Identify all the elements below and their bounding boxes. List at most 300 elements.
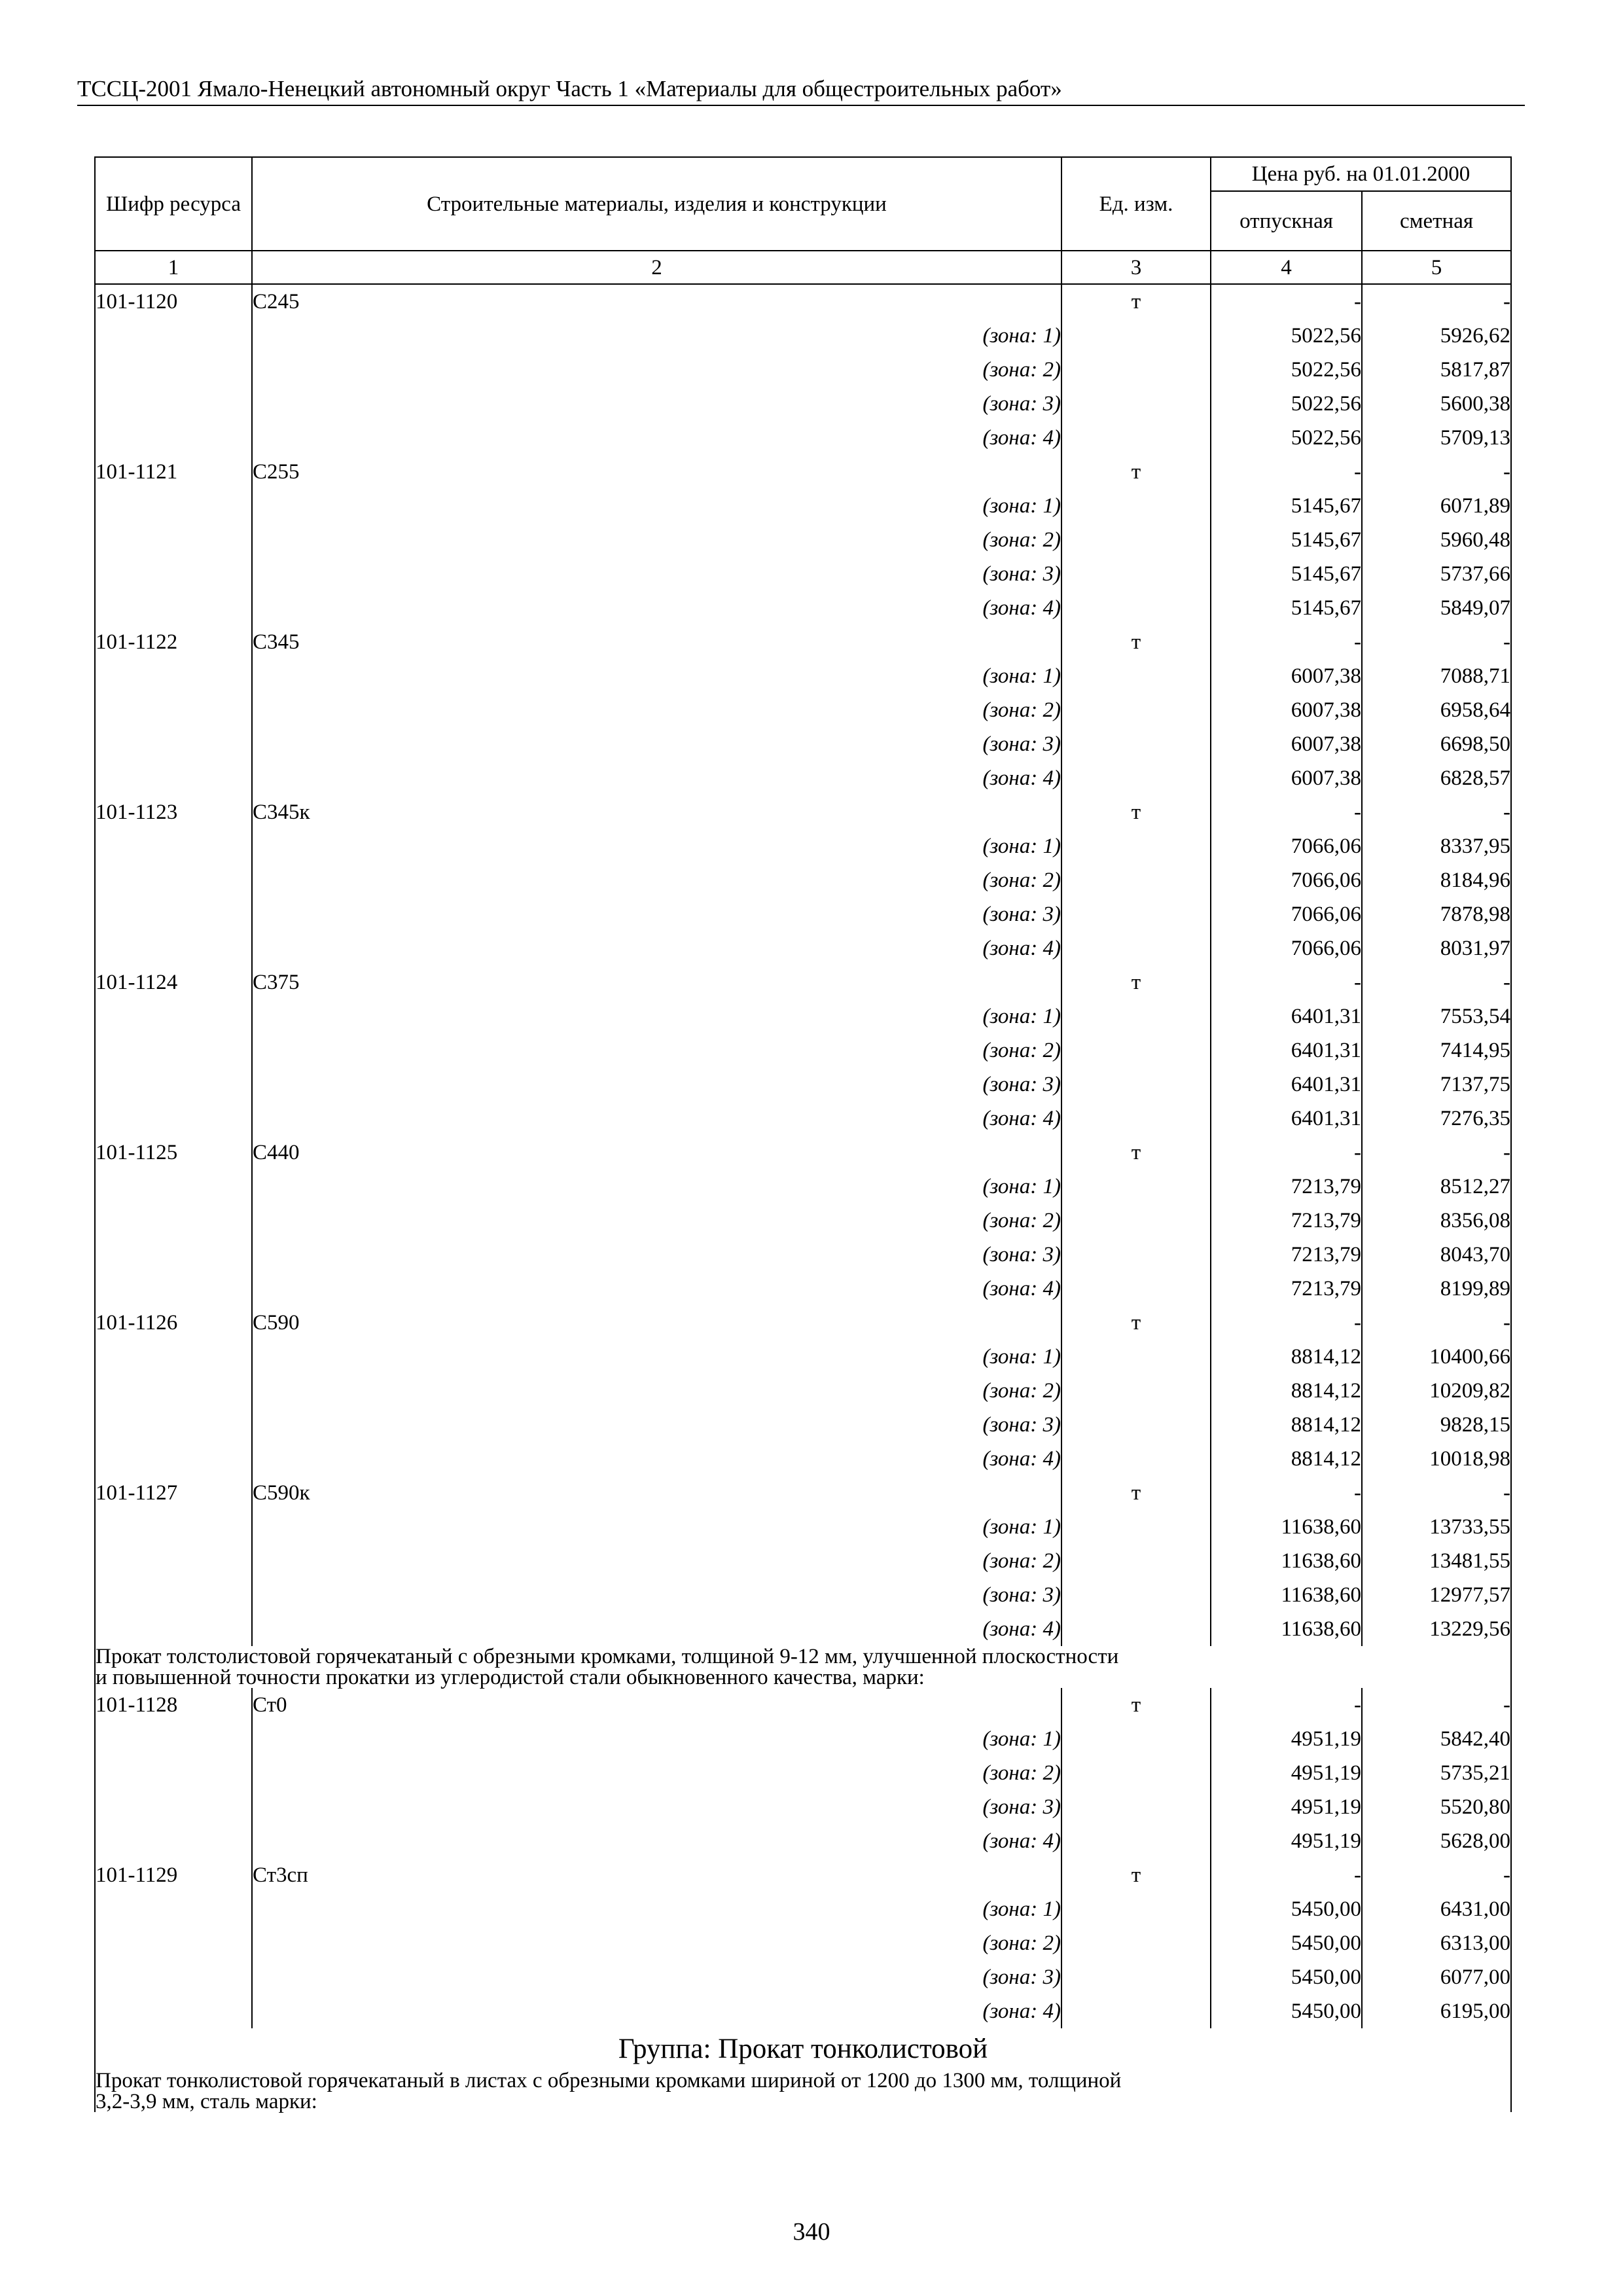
zone-release-price: 7213,79: [1211, 1238, 1362, 1272]
empty-code-cell: [95, 1960, 252, 1994]
empty-code-cell: [95, 727, 252, 761]
zone-release-price: 7213,79: [1211, 1170, 1362, 1204]
zone-row: [95, 1926, 1511, 1960]
empty-unit-cell: [1061, 1204, 1211, 1238]
zone-release-price: 5022,56: [1211, 353, 1362, 387]
zone-release-price: 5022,56: [1211, 319, 1362, 353]
zone-estimate-price: 5600,38: [1362, 387, 1511, 421]
zone-release-price: 8814,12: [1211, 1408, 1362, 1442]
column-number: 2: [252, 251, 1061, 284]
description-line: Прокат толстолистовой горячекатаный с обрезными кромками, толщиной 9-12 мм, улучшенной плоскостности: [96, 1645, 1119, 1668]
zone-row: [95, 1408, 1511, 1442]
unit-cell: т: [1061, 284, 1211, 319]
column-number: 4: [1211, 251, 1362, 284]
zone-estimate-price: 8512,27: [1362, 1170, 1511, 1204]
zone-estimate-price: 10400,66: [1362, 1340, 1511, 1374]
empty-code-cell: [95, 1824, 252, 1858]
zone-row: [95, 1033, 1511, 1067]
zone-estimate-price: 6077,00: [1362, 1960, 1511, 1994]
estimate-price: -: [1362, 284, 1511, 319]
zone-estimate-price: 13481,55: [1362, 1544, 1511, 1578]
empty-unit-cell: [1061, 1994, 1211, 2028]
zone-estimate-price: 6958,64: [1362, 693, 1511, 727]
zone-label: (зона: 1): [252, 1892, 1061, 1926]
unit-cell: т: [1061, 455, 1211, 489]
zone-release-price: 7213,79: [1211, 1204, 1362, 1238]
unit-cell: т: [1061, 965, 1211, 999]
description-line: Прокат тонколистовой горячекатаный в листах с обрезными кромками шириной от 1200 до 1300 мм, толщиной: [96, 2069, 1122, 2092]
empty-unit-cell: [1061, 387, 1211, 421]
zone-estimate-price: 5842,40: [1362, 1722, 1511, 1756]
release-price: -: [1211, 965, 1362, 999]
zone-estimate-price: 6431,00: [1362, 1892, 1511, 1926]
zone-label: (зона: 2): [252, 523, 1061, 557]
empty-unit-cell: [1061, 1033, 1211, 1067]
empty-unit-cell: [1061, 1272, 1211, 1306]
zone-row: [95, 387, 1511, 421]
zone-estimate-price: 5709,13: [1362, 421, 1511, 455]
release-price: -: [1211, 1136, 1362, 1170]
empty-code-cell: [95, 1408, 252, 1442]
empty-unit-cell: [1061, 1722, 1211, 1756]
release-price: -: [1211, 455, 1362, 489]
zone-estimate-price: 8184,96: [1362, 863, 1511, 897]
zone-row: [95, 1892, 1511, 1926]
empty-unit-cell: [1061, 319, 1211, 353]
zone-estimate-price: 6313,00: [1362, 1926, 1511, 1960]
zone-estimate-price: 10018,98: [1362, 1442, 1511, 1476]
zone-release-price: 11638,60: [1211, 1578, 1362, 1612]
zone-release-price: 5145,67: [1211, 557, 1362, 591]
material-name: Ст0: [252, 1688, 1061, 1722]
empty-code-cell: [95, 1722, 252, 1756]
resource-code: 101-1126: [95, 1306, 252, 1340]
zone-row: [95, 1722, 1511, 1756]
zone-estimate-price: 7414,95: [1362, 1033, 1511, 1067]
zone-row: [95, 1238, 1511, 1272]
empty-code-cell: [95, 387, 252, 421]
column-number: 5: [1362, 251, 1511, 284]
zone-label: (зона: 1): [252, 319, 1061, 353]
zone-label: (зона: 2): [252, 863, 1061, 897]
empty-unit-cell: [1061, 1102, 1211, 1136]
zone-row: [95, 353, 1511, 387]
estimate-price: -: [1362, 1476, 1511, 1510]
zone-row: [95, 1102, 1511, 1136]
description-line: 3,2-3,9 мм, сталь марки:: [96, 2090, 317, 2113]
zone-estimate-price: 10209,82: [1362, 1374, 1511, 1408]
zone-row: [95, 1272, 1511, 1306]
empty-unit-cell: [1061, 1442, 1211, 1476]
empty-unit-cell: [1061, 693, 1211, 727]
estimate-price: -: [1362, 455, 1511, 489]
zone-row: [95, 1374, 1511, 1408]
zone-estimate-price: 6071,89: [1362, 489, 1511, 523]
unit-cell: т: [1061, 625, 1211, 659]
unit-cell: т: [1061, 1858, 1211, 1892]
empty-unit-cell: [1061, 1374, 1211, 1408]
release-price: -: [1211, 284, 1362, 319]
zone-label: (зона: 1): [252, 1340, 1061, 1374]
empty-code-cell: [95, 1238, 252, 1272]
table-row: [95, 1688, 1511, 1722]
release-price: -: [1211, 625, 1362, 659]
zone-estimate-price: 7137,75: [1362, 1067, 1511, 1102]
zone-release-price: 6007,38: [1211, 727, 1362, 761]
empty-code-cell: [95, 1544, 252, 1578]
zone-release-price: 6007,38: [1211, 659, 1362, 693]
zone-row: [95, 1340, 1511, 1374]
zone-release-price: 6007,38: [1211, 693, 1362, 727]
zone-row: [95, 489, 1511, 523]
empty-code-cell: [95, 1994, 252, 2028]
empty-code-cell: [95, 1612, 252, 1646]
zone-label: (зона: 1): [252, 999, 1061, 1033]
zone-label: (зона: 1): [252, 1510, 1061, 1544]
zone-estimate-price: 7878,98: [1362, 897, 1511, 931]
zone-estimate-price: 7276,35: [1362, 1102, 1511, 1136]
estimate-price: -: [1362, 795, 1511, 829]
zone-estimate-price: 8337,95: [1362, 829, 1511, 863]
empty-code-cell: [95, 1204, 252, 1238]
zone-release-price: 5450,00: [1211, 1994, 1362, 2028]
table-row: [95, 1858, 1511, 1892]
zone-estimate-price: 6195,00: [1362, 1994, 1511, 2028]
empty-unit-cell: [1061, 1408, 1211, 1442]
zone-estimate-price: 7088,71: [1362, 659, 1511, 693]
table-head: [95, 157, 1511, 284]
zone-release-price: 7066,06: [1211, 897, 1362, 931]
zone-release-price: 5022,56: [1211, 421, 1362, 455]
column-header-code: Шифр ресурса: [95, 157, 252, 251]
empty-code-cell: [95, 897, 252, 931]
empty-code-cell: [95, 1102, 252, 1136]
material-name: С245: [252, 284, 1061, 319]
empty-code-cell: [95, 421, 252, 455]
release-price: -: [1211, 1858, 1362, 1892]
estimate-price: -: [1362, 1306, 1511, 1340]
release-price: -: [1211, 1306, 1362, 1340]
material-name: С255: [252, 455, 1061, 489]
zone-estimate-price: 7553,54: [1362, 999, 1511, 1033]
table-row: [95, 455, 1511, 489]
empty-unit-cell: [1061, 557, 1211, 591]
empty-unit-cell: [1061, 829, 1211, 863]
zone-release-price: 6401,31: [1211, 999, 1362, 1033]
empty-code-cell: [95, 489, 252, 523]
empty-code-cell: [95, 693, 252, 727]
zone-estimate-price: 5926,62: [1362, 319, 1511, 353]
table-row: [95, 284, 1511, 319]
zone-label: (зона: 1): [252, 489, 1061, 523]
zone-row: [95, 1824, 1511, 1858]
zone-label: (зона: 3): [252, 1238, 1061, 1272]
resource-code: 101-1123: [95, 795, 252, 829]
zone-label: (зона: 4): [252, 1442, 1061, 1476]
zone-row: [95, 863, 1511, 897]
zone-row: [95, 591, 1511, 625]
zone-label: (зона: 2): [252, 693, 1061, 727]
material-name: Ст3сп: [252, 1858, 1061, 1892]
zone-release-price: 5022,56: [1211, 387, 1362, 421]
release-price: -: [1211, 1688, 1362, 1722]
unit-cell: т: [1061, 1476, 1211, 1510]
empty-code-cell: [95, 1272, 252, 1306]
table-row: [95, 965, 1511, 999]
empty-code-cell: [95, 523, 252, 557]
zone-row: [95, 319, 1511, 353]
zone-label: (зона: 3): [252, 1067, 1061, 1102]
zone-label: (зона: 4): [252, 1102, 1061, 1136]
zone-row: [95, 761, 1511, 795]
empty-code-cell: [95, 931, 252, 965]
unit-cell: т: [1061, 1306, 1211, 1340]
resource-code: 101-1121: [95, 455, 252, 489]
page-header: ТССЦ-2001 Ямало-Ненецкий автономный округ Часть 1 «Материалы для общестроительных работ»: [77, 76, 1062, 101]
empty-code-cell: [95, 863, 252, 897]
empty-unit-cell: [1061, 1926, 1211, 1960]
column-number: 1: [95, 251, 252, 284]
zone-row: [95, 523, 1511, 557]
empty-code-cell: [95, 319, 252, 353]
resource-code: 101-1122: [95, 625, 252, 659]
zone-row: [95, 1544, 1511, 1578]
empty-code-cell: [95, 1033, 252, 1067]
zone-label: (зона: 1): [252, 829, 1061, 863]
zone-estimate-price: 5735,21: [1362, 1756, 1511, 1790]
column-header-unit: Ед. изм.: [1061, 157, 1211, 251]
zone-release-price: 8814,12: [1211, 1374, 1362, 1408]
column-number: 3: [1061, 251, 1211, 284]
zone-label: (зона: 3): [252, 1960, 1061, 1994]
empty-unit-cell: [1061, 1790, 1211, 1824]
resource-code: 101-1120: [95, 284, 252, 319]
zone-label: (зона: 4): [252, 931, 1061, 965]
zone-release-price: 7066,06: [1211, 863, 1362, 897]
zone-label: (зона: 4): [252, 1824, 1061, 1858]
zone-release-price: 4951,19: [1211, 1722, 1362, 1756]
empty-code-cell: [95, 1790, 252, 1824]
empty-code-cell: [95, 1756, 252, 1790]
zone-row: [95, 999, 1511, 1033]
header-rule: [77, 105, 1525, 106]
zone-estimate-price: 8043,70: [1362, 1238, 1511, 1272]
zone-release-price: 5145,67: [1211, 489, 1362, 523]
zone-release-price: 4951,19: [1211, 1756, 1362, 1790]
zone-label: (зона: 4): [252, 421, 1061, 455]
zone-row: [95, 1756, 1511, 1790]
zone-estimate-price: 5817,87: [1362, 353, 1511, 387]
zone-row: [95, 1204, 1511, 1238]
zone-release-price: 11638,60: [1211, 1510, 1362, 1544]
table-body: [95, 284, 1511, 2112]
material-name: С345: [252, 625, 1061, 659]
material-name: С345к: [252, 795, 1061, 829]
resource-code: 101-1124: [95, 965, 252, 999]
zone-row: [95, 727, 1511, 761]
empty-unit-cell: [1061, 489, 1211, 523]
zone-estimate-price: 8199,89: [1362, 1272, 1511, 1306]
empty-unit-cell: [1061, 727, 1211, 761]
zone-release-price: 6401,31: [1211, 1033, 1362, 1067]
empty-code-cell: [95, 999, 252, 1033]
zone-row: [95, 1612, 1511, 1646]
zone-row: [95, 1442, 1511, 1476]
release-price: -: [1211, 795, 1362, 829]
zone-row: [95, 1994, 1511, 2028]
zone-label: (зона: 2): [252, 1033, 1061, 1067]
empty-unit-cell: [1061, 1067, 1211, 1102]
zone-label: (зона: 4): [252, 1612, 1061, 1646]
empty-unit-cell: [1061, 1578, 1211, 1612]
group-row: [95, 2028, 1511, 2070]
zone-row: [95, 931, 1511, 965]
empty-code-cell: [95, 1442, 252, 1476]
empty-unit-cell: [1061, 863, 1211, 897]
unit-cell: т: [1061, 1136, 1211, 1170]
empty-code-cell: [95, 1892, 252, 1926]
zone-label: (зона: 4): [252, 1994, 1061, 2028]
zone-row: [95, 693, 1511, 727]
zone-label: (зона: 3): [252, 727, 1061, 761]
empty-unit-cell: [1061, 1960, 1211, 1994]
empty-code-cell: [95, 829, 252, 863]
empty-unit-cell: [1061, 1544, 1211, 1578]
zone-row: [95, 1960, 1511, 1994]
empty-unit-cell: [1061, 1824, 1211, 1858]
zone-release-price: 11638,60: [1211, 1544, 1362, 1578]
empty-unit-cell: [1061, 1892, 1211, 1926]
empty-code-cell: [95, 761, 252, 795]
empty-unit-cell: [1061, 1612, 1211, 1646]
zone-release-price: 5145,67: [1211, 523, 1362, 557]
zone-label: (зона: 1): [252, 1722, 1061, 1756]
empty-unit-cell: [1061, 1170, 1211, 1204]
empty-unit-cell: [1061, 421, 1211, 455]
empty-code-cell: [95, 1510, 252, 1544]
zone-release-price: 6401,31: [1211, 1067, 1362, 1102]
column-header-name: Строительные материалы, изделия и конструкции: [252, 157, 1061, 251]
empty-code-cell: [95, 1926, 252, 1960]
estimate-price: -: [1362, 965, 1511, 999]
zone-label: (зона: 3): [252, 1408, 1061, 1442]
zone-row: [95, 829, 1511, 863]
column-header-price-group: Цена руб. на 01.01.2000: [1211, 157, 1511, 191]
zone-row: [95, 1170, 1511, 1204]
zone-release-price: 5145,67: [1211, 591, 1362, 625]
zone-estimate-price: 12977,57: [1362, 1578, 1511, 1612]
table-row: [95, 1306, 1511, 1340]
empty-unit-cell: [1061, 1510, 1211, 1544]
resource-code: 101-1125: [95, 1136, 252, 1170]
zone-row: [95, 897, 1511, 931]
zone-label: (зона: 1): [252, 659, 1061, 693]
zone-label: (зона: 2): [252, 1374, 1061, 1408]
zone-release-price: 6401,31: [1211, 1102, 1362, 1136]
zone-estimate-price: 13733,55: [1362, 1510, 1511, 1544]
description-row: [95, 1646, 1511, 1688]
empty-unit-cell: [1061, 591, 1211, 625]
empty-code-cell: [95, 591, 252, 625]
empty-unit-cell: [1061, 1340, 1211, 1374]
zone-release-price: 8814,12: [1211, 1442, 1362, 1476]
empty-unit-cell: [1061, 999, 1211, 1033]
page-number: 340: [793, 2218, 830, 2246]
empty-code-cell: [95, 659, 252, 693]
zone-release-price: 7066,06: [1211, 931, 1362, 965]
empty-code-cell: [95, 1170, 252, 1204]
table-row: [95, 625, 1511, 659]
price-table: [94, 156, 1512, 2112]
zone-estimate-price: 5849,07: [1362, 591, 1511, 625]
empty-code-cell: [95, 557, 252, 591]
zone-estimate-price: 6698,50: [1362, 727, 1511, 761]
unit-cell: т: [1061, 795, 1211, 829]
material-name: С590: [252, 1306, 1061, 1340]
zone-label: (зона: 2): [252, 353, 1061, 387]
zone-row: [95, 1790, 1511, 1824]
zone-release-price: 4951,19: [1211, 1824, 1362, 1858]
empty-unit-cell: [1061, 897, 1211, 931]
table-row: [95, 1136, 1511, 1170]
zone-estimate-price: 5960,48: [1362, 523, 1511, 557]
zone-estimate-price: 6828,57: [1362, 761, 1511, 795]
empty-unit-cell: [1061, 523, 1211, 557]
description-cell: [95, 2070, 1511, 2112]
zone-label: (зона: 4): [252, 1272, 1061, 1306]
zone-release-price: 5450,00: [1211, 1960, 1362, 1994]
estimate-price: -: [1362, 1688, 1511, 1722]
unit-cell: т: [1061, 1688, 1211, 1722]
estimate-price: -: [1362, 1858, 1511, 1892]
group-title: Группа: Прокат тонколистовой: [95, 2028, 1511, 2070]
empty-unit-cell: [1061, 1756, 1211, 1790]
zone-estimate-price: 9828,15: [1362, 1408, 1511, 1442]
empty-unit-cell: [1061, 659, 1211, 693]
column-header-estimate: сметная: [1362, 191, 1511, 251]
zone-label: (зона: 2): [252, 1204, 1061, 1238]
zone-release-price: 4951,19: [1211, 1790, 1362, 1824]
zone-label: (зона: 2): [252, 1544, 1061, 1578]
zone-label: (зона: 3): [252, 557, 1061, 591]
resource-code: 101-1127: [95, 1476, 252, 1510]
zone-row: [95, 1067, 1511, 1102]
zone-release-price: 6007,38: [1211, 761, 1362, 795]
material-name: С375: [252, 965, 1061, 999]
zone-label: (зона: 4): [252, 761, 1061, 795]
zone-row: [95, 1578, 1511, 1612]
column-header-release: отпускная: [1211, 191, 1362, 251]
zone-label: (зона: 3): [252, 1578, 1061, 1612]
zone-row: [95, 1510, 1511, 1544]
zone-release-price: 11638,60: [1211, 1612, 1362, 1646]
empty-unit-cell: [1061, 353, 1211, 387]
material-name: С440: [252, 1136, 1061, 1170]
zone-label: (зона: 2): [252, 1756, 1061, 1790]
empty-code-cell: [95, 1340, 252, 1374]
zone-release-price: 7066,06: [1211, 829, 1362, 863]
empty-unit-cell: [1061, 1238, 1211, 1272]
table-row: [95, 795, 1511, 829]
estimate-price: -: [1362, 1136, 1511, 1170]
zone-estimate-price: 8031,97: [1362, 931, 1511, 965]
empty-code-cell: [95, 1067, 252, 1102]
table-row: [95, 1476, 1511, 1510]
zone-release-price: 5450,00: [1211, 1892, 1362, 1926]
zone-label: (зона: 4): [252, 591, 1061, 625]
zone-estimate-price: 13229,56: [1362, 1612, 1511, 1646]
empty-unit-cell: [1061, 761, 1211, 795]
